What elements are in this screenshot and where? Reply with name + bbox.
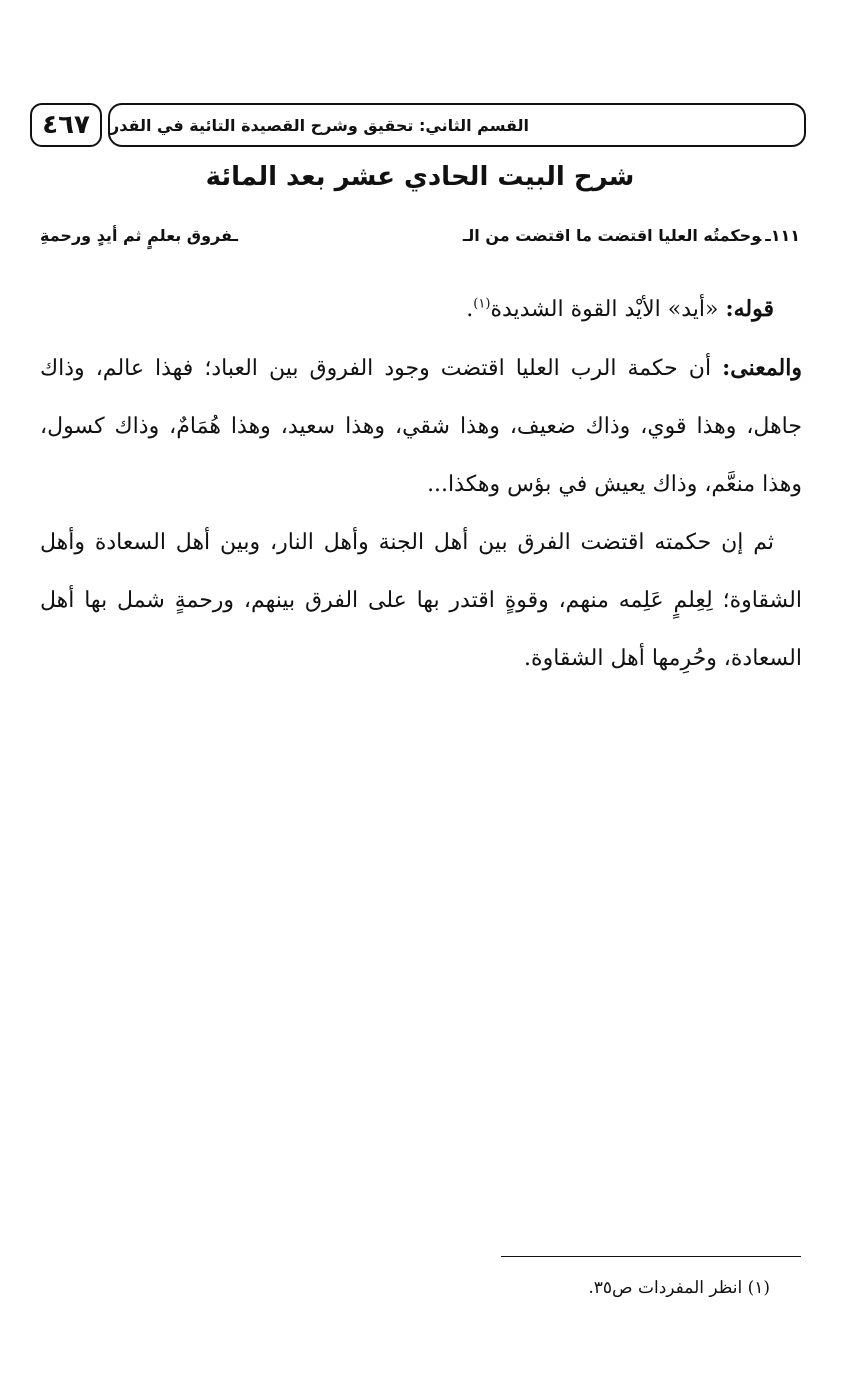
paragraph-1-lead: قوله: bbox=[725, 296, 774, 322]
running-head bbox=[108, 103, 806, 147]
paragraph-1-text: «أيد» الأيْد القوة الشديدة bbox=[490, 297, 719, 322]
paragraph-1-end: . bbox=[466, 297, 474, 322]
paragraph-3: ثم إن حكمته اقتضت الفرق بين أهل الجنة وأهل النار، وبين أهل السعادة وأهل الشقاوة؛ لِعِلمٍ عَلِمه منهم، وقوةٍ اقتدر بها على الفرق بينهم، ورحمةٍ شمل بها أهل السعادة، وحُرِمها أهل الشقاوة. bbox=[40, 530, 802, 671]
paragraph-2-lead: والمعنى: bbox=[722, 355, 802, 381]
footnote-reference[interactable]: (١) bbox=[473, 296, 491, 312]
paragraph-2-text: أن حكمة الرب العليا اقتضت وجود الفروق بين العباد؛ فهذا عالم، وذاك جاهل، وهذا قوي، وذاك ضعيف، وهذا شقي، وهذا سعيد، وهذا هُمَامٌ، وذاك كسول، وهذا منعَّم، وذاك يعيش في بؤس وهكذا... bbox=[40, 356, 802, 497]
running-head-text: القسم الثاني: تحقيق وشرح القصيدة التائية في القدر bbox=[110, 115, 530, 135]
paragraph-2 bbox=[40, 339, 802, 514]
footnote: (١) انظر المفردات ص٣٥. bbox=[588, 1278, 770, 1298]
verse-first-half-text: وحكمتُه العليا اقتضت ما اقتضت من الـ bbox=[462, 226, 762, 245]
page-header bbox=[30, 103, 806, 149]
verse-line bbox=[40, 226, 800, 245]
verse-first-half bbox=[463, 226, 800, 245]
body-text bbox=[40, 280, 802, 688]
footnote-separator bbox=[501, 1256, 801, 1257]
paragraph-1 bbox=[40, 280, 802, 339]
page-number: ٤٦٧ bbox=[30, 103, 102, 147]
verse-number: ١١١ـ bbox=[765, 226, 800, 245]
section-title: شرح البيت الحادي عشر بعد المائة bbox=[205, 162, 635, 192]
verse-second-half: ـفروق بعلمٍ ثم أيدٍ ورحمةِ bbox=[40, 226, 238, 245]
